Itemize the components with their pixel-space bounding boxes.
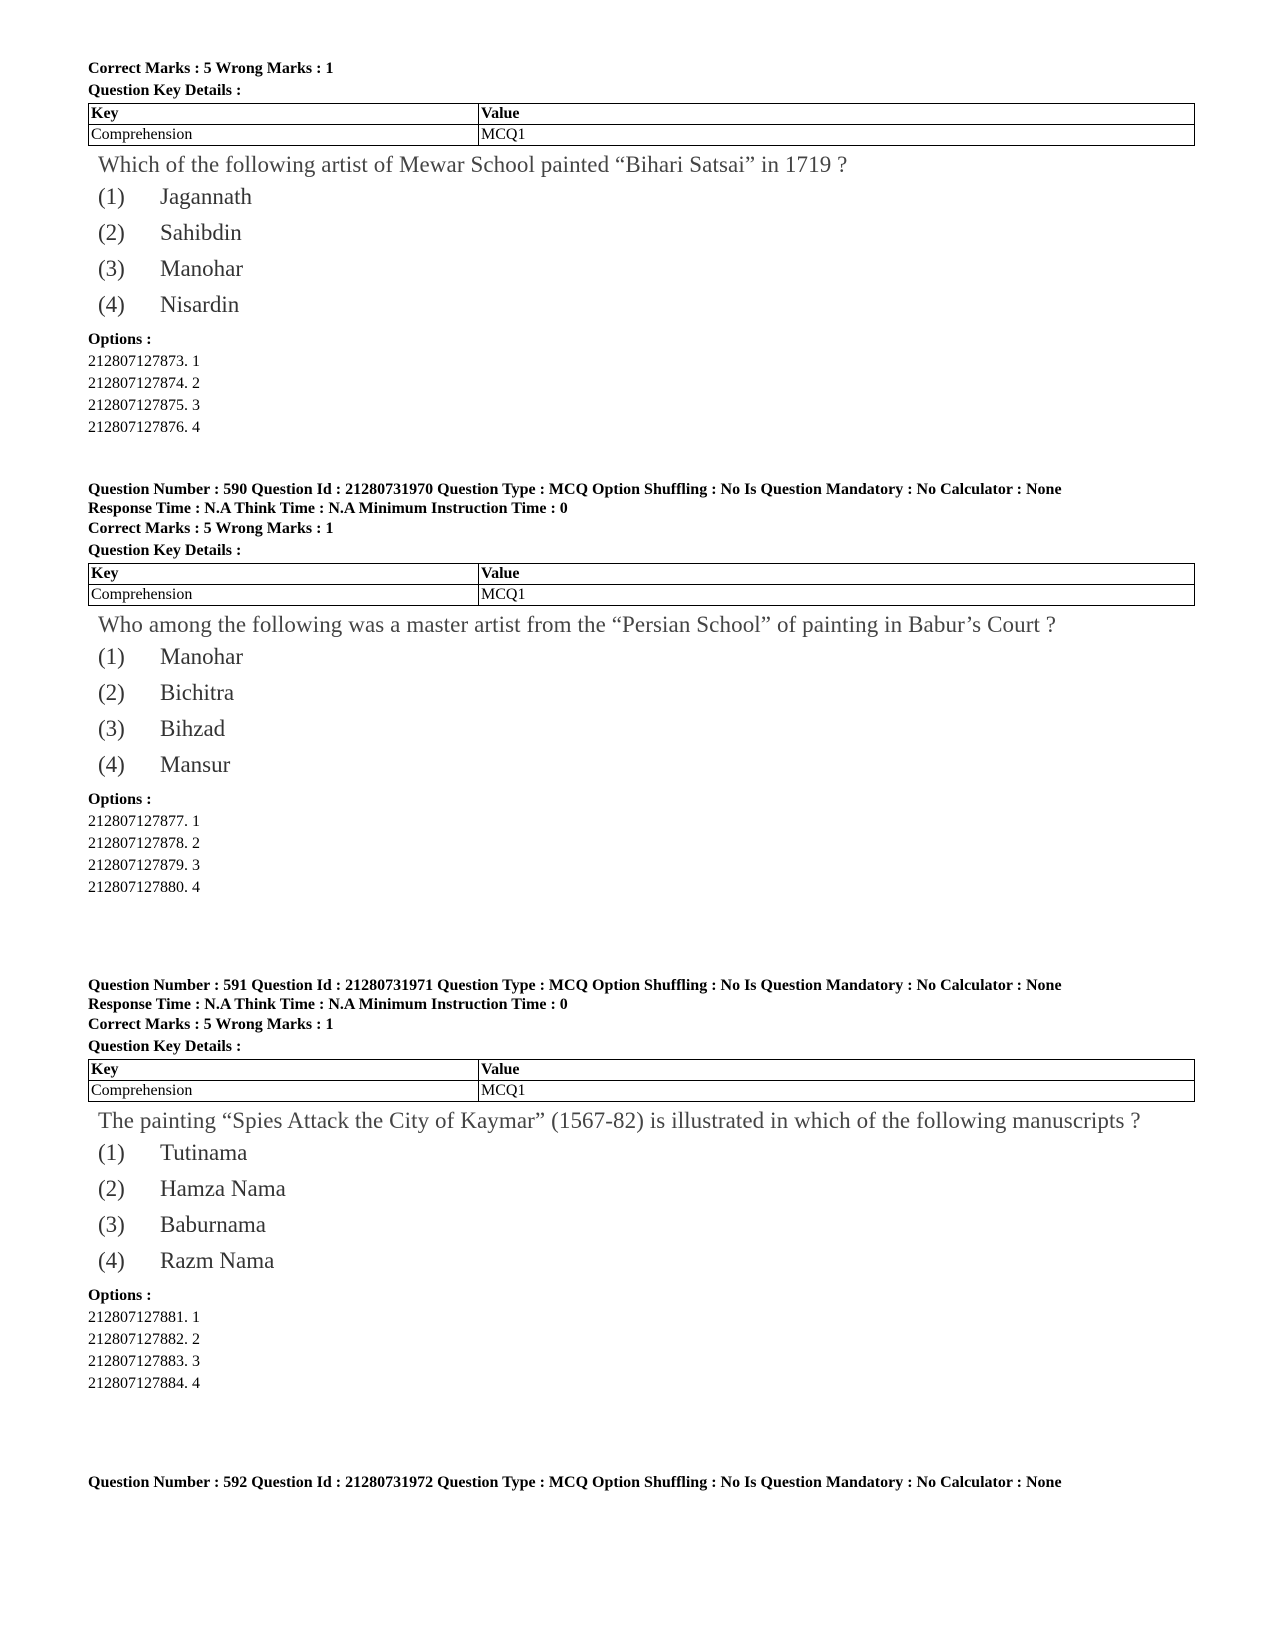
- marks-line: Correct Marks : 5 Wrong Marks : 1: [88, 60, 334, 77]
- choice-number: (4): [98, 292, 125, 317]
- answer-choice: [88, 179, 1198, 215]
- choice-text: Bihzad: [160, 716, 226, 741]
- question-text: Who among the following was a master artist from the “Persian School” of painting in Babur’s Court ?: [98, 612, 1057, 637]
- table-header-value: Value: [479, 1060, 1195, 1081]
- choice-text: Mansur: [160, 752, 231, 777]
- answer-choice: [88, 215, 1198, 251]
- question-timing: Response Time : N.A Think Time : N.A Minimum Instruction Time : 0: [88, 500, 568, 517]
- table-header-key: Key: [89, 1060, 479, 1081]
- table-cell-value: MCQ1: [479, 1081, 1195, 1102]
- answer-choice: [88, 675, 1198, 711]
- table-header-value: Value: [479, 104, 1195, 125]
- question-header: Question Number : 591 Question Id : 21280731971 Question Type : MCQ Option Shuffling : No Is Question Mandatory : No Calculator : None: [88, 977, 1062, 994]
- question-key-table: [88, 563, 1195, 606]
- answer-choice: [88, 639, 1198, 675]
- marks-line: Correct Marks : 5 Wrong Marks : 1: [88, 520, 334, 537]
- answer-choice: [88, 287, 1198, 323]
- table-cell-key: Comprehension: [89, 585, 479, 606]
- table-cell-key: Comprehension: [89, 1081, 479, 1102]
- option-id: 212807127881. 1: [88, 1309, 200, 1326]
- table-header-row: [89, 564, 1195, 585]
- options-label: Options :: [88, 331, 152, 348]
- option-id: 212807127882. 2: [88, 1331, 200, 1348]
- option-id: 212807127883. 3: [88, 1353, 200, 1370]
- answer-choice: [88, 711, 1198, 747]
- choice-text: Hamza Nama: [160, 1176, 286, 1201]
- answer-choice: [88, 1135, 1198, 1171]
- question-text: The painting “Spies Attack the City of Kaymar” (1567-82) is illustrated in which of the following manuscripts ?: [98, 1108, 1141, 1133]
- option-id: 212807127876. 4: [88, 419, 200, 436]
- table-row: [89, 125, 1195, 146]
- answer-choices: [88, 639, 1198, 783]
- option-id: 212807127884. 4: [88, 1375, 200, 1392]
- answer-choice: [88, 747, 1198, 783]
- option-id: 212807127880. 4: [88, 879, 200, 896]
- option-id: 212807127875. 3: [88, 397, 200, 414]
- choice-number: (4): [98, 752, 125, 777]
- question-block-592: [88, 1473, 1198, 1492]
- choice-number: (2): [98, 1176, 125, 1201]
- table-header-row: [89, 104, 1195, 125]
- answer-choice: [88, 1207, 1198, 1243]
- choice-number: (2): [98, 680, 125, 705]
- option-id: 212807127877. 1: [88, 813, 200, 830]
- choice-number: (1): [98, 644, 125, 669]
- option-id: 212807127873. 1: [88, 353, 200, 370]
- answer-choices: [88, 179, 1198, 323]
- option-id: 212807127879. 3: [88, 857, 200, 874]
- table-header-key: Key: [89, 564, 479, 585]
- answer-choice: [88, 1171, 1198, 1207]
- marks-line: Correct Marks : 5 Wrong Marks : 1: [88, 1016, 334, 1033]
- question-timing: Response Time : N.A Think Time : N.A Minimum Instruction Time : 0: [88, 996, 568, 1013]
- choice-text: Tutinama: [160, 1140, 248, 1165]
- question-key-table: [88, 103, 1195, 146]
- options-label: Options :: [88, 1287, 152, 1304]
- answer-choices: [88, 1135, 1198, 1279]
- choice-text: Manohar: [160, 644, 244, 669]
- question-key-table: [88, 1059, 1195, 1102]
- question-block-589: [88, 58, 1198, 439]
- answer-choice: [88, 1243, 1198, 1279]
- option-id: 212807127874. 2: [88, 375, 200, 392]
- table-cell-value: MCQ1: [479, 125, 1195, 146]
- key-details-label: Question Key Details :: [88, 1038, 242, 1055]
- table-header-row: [89, 1060, 1195, 1081]
- choice-text: Baburnama: [160, 1212, 267, 1237]
- choice-number: (2): [98, 220, 125, 245]
- choice-text: Manohar: [160, 256, 244, 281]
- choice-text: Jagannath: [160, 184, 252, 209]
- choice-number: (4): [98, 1248, 125, 1273]
- key-details-label: Question Key Details :: [88, 542, 242, 559]
- key-details-label: Question Key Details :: [88, 82, 242, 99]
- choice-number: (3): [98, 1212, 125, 1237]
- question-block-590: [88, 480, 1198, 899]
- choice-text: Nisardin: [160, 292, 240, 317]
- question-block-591: [88, 976, 1198, 1395]
- choice-number: (3): [98, 256, 125, 281]
- question-header: Question Number : 592 Question Id : 21280731972 Question Type : MCQ Option Shuffling : No Is Question Mandatory : No Calculator : None: [88, 1474, 1062, 1491]
- choice-text: Bichitra: [160, 680, 235, 705]
- table-cell-value: MCQ1: [479, 585, 1195, 606]
- question-text: Which of the following artist of Mewar School painted “Bihari Satsai” in 1719 ?: [98, 152, 848, 177]
- table-header-key: Key: [89, 104, 479, 125]
- table-row: [89, 1081, 1195, 1102]
- choice-number: (3): [98, 716, 125, 741]
- choice-number: (1): [98, 1140, 125, 1165]
- table-header-value: Value: [479, 564, 1195, 585]
- table-cell-key: Comprehension: [89, 125, 479, 146]
- table-row: [89, 585, 1195, 606]
- answer-choice: [88, 251, 1198, 287]
- question-header: Question Number : 590 Question Id : 21280731970 Question Type : MCQ Option Shuffling : No Is Question Mandatory : No Calculator : None: [88, 481, 1062, 498]
- choice-text: Sahibdin: [160, 220, 242, 245]
- options-label: Options :: [88, 791, 152, 808]
- option-id: 212807127878. 2: [88, 835, 200, 852]
- choice-number: (1): [98, 184, 125, 209]
- choice-text: Razm Nama: [160, 1248, 275, 1273]
